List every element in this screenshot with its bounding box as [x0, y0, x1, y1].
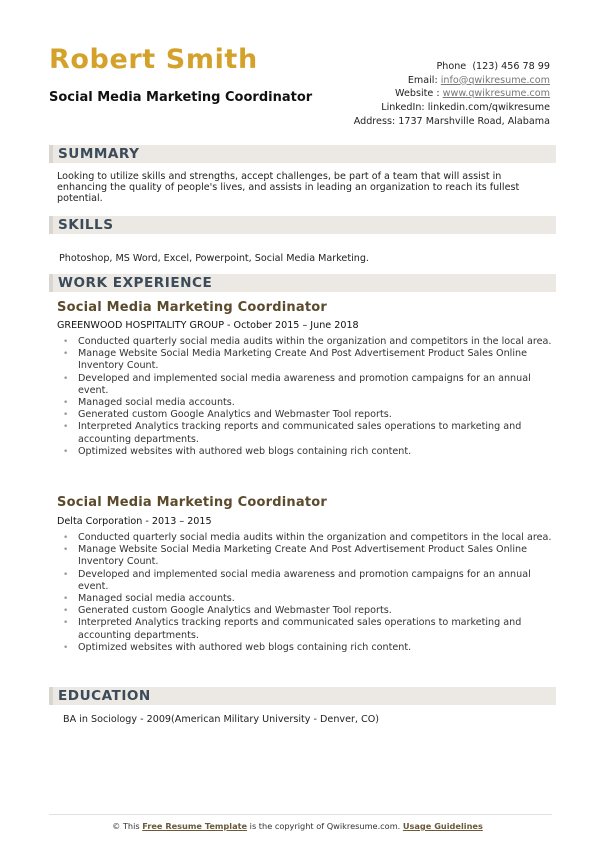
contact-website — [354, 87, 550, 101]
list-item: • Generated custom Google Analytics and Webmaster Tool reports. — [63, 605, 553, 617]
email-link[interactable]: info@qwikresume.com — [440, 74, 550, 86]
section-skills-title: SKILLS — [58, 217, 114, 233]
list-item: • Interpreted Analytics tracking reports and communicated sales operations to marketing and accounting departments. — [63, 617, 553, 641]
job-1-company: GREENWOOD HOSPITALITY GROUP - October 2015 – June 2018 — [57, 320, 359, 331]
phone-label: Phone — [436, 61, 467, 72]
section-work-title: WORK EXPERIENCE — [58, 275, 213, 291]
website-label: Website : — [395, 88, 440, 100]
section-summary-header — [49, 145, 556, 163]
candidate-name: Robert Smith — [49, 44, 258, 75]
website-link[interactable]: www.qwikresume.com — [442, 88, 550, 100]
education-text: BA in Sociology - 2009(American Military University - Denver, CO) — [63, 714, 380, 725]
free-template-link[interactable]: Free Resume Template — [142, 821, 248, 831]
contact-phone — [354, 60, 550, 74]
linkedin-label: LinkedIn: — [381, 102, 425, 114]
list-item: • Managed social media accounts. — [63, 593, 553, 605]
job-2-title: Social Media Marketing Coordinator — [57, 495, 327, 510]
section-education-header — [49, 687, 556, 705]
list-item: • Generated custom Google Analytics and Webmaster Tool reports. — [63, 409, 553, 421]
address-value: 1737 Marshville Road, Alabama — [398, 115, 550, 127]
usage-guidelines-link[interactable]: Usage Guidelines — [402, 821, 483, 831]
section-skills-header — [49, 216, 556, 234]
contact-linkedin — [354, 101, 550, 115]
contact-address — [354, 115, 550, 129]
summary-text: Looking to utilize skills and strengths, accept challenges, be part of a team that will assist in enhancing the quality of people's lives, and assists in leading an organization to reach its fullest potential. — [57, 171, 520, 205]
email-label: Email: — [407, 74, 438, 86]
job-1-bullets — [63, 336, 553, 458]
list-item: • Optimized websites with authored web blogs containing rich content. — [63, 642, 553, 654]
list-item: • Conducted quarterly social media audits within the organization and competitors in the local area. — [63, 532, 553, 544]
contact-block — [354, 60, 550, 129]
list-item: • Manage Website Social Media Marketing Create And Post Advertisement Product Sales Online Inventory Count. — [63, 544, 553, 568]
candidate-role: Social Media Marketing Coordinator — [49, 90, 313, 105]
list-item: • Developed and implemented social media awareness and promotion campaigns for an annual event. — [63, 373, 553, 397]
section-summary-title: SUMMARY — [58, 146, 140, 162]
job-2-bullets — [63, 532, 553, 654]
list-item: • Developed and implemented social media awareness and promotion campaigns for an annual event. — [63, 569, 553, 593]
linkedin-value: linkedin.com/qwikresume — [427, 102, 550, 114]
list-item: • Interpreted Analytics tracking reports and communicated sales operations to marketing and accounting departments. — [63, 421, 553, 445]
list-item: • Conducted quarterly social media audits within the organization and competitors in the local area. — [63, 336, 553, 348]
job-2-company: Delta Corporation - 2013 – 2015 — [57, 516, 212, 527]
contact-email — [354, 74, 550, 88]
job-1-title: Social Media Marketing Coordinator — [57, 300, 327, 315]
list-item: • Optimized websites with authored web blogs containing rich content. — [63, 446, 553, 458]
footer-prefix: © This — [112, 821, 143, 831]
list-item: • Managed social media accounts. — [63, 397, 553, 409]
skills-text: Photoshop, MS Word, Excel, Powerpoint, Social Media Marketing. — [59, 253, 369, 264]
phone-value: (123) 456 78 99 — [472, 61, 550, 72]
list-item: • Manage Website Social Media Marketing Create And Post Advertisement Product Sales Online Inventory Count. — [63, 348, 553, 372]
footer-divider — [49, 814, 552, 815]
section-education-title: EDUCATION — [58, 688, 151, 704]
address-label: Address: — [353, 115, 396, 127]
section-work-header — [49, 274, 556, 292]
footer-middle: is the copyright of Qwikresume.com. — [247, 821, 403, 831]
footer — [0, 821, 595, 831]
